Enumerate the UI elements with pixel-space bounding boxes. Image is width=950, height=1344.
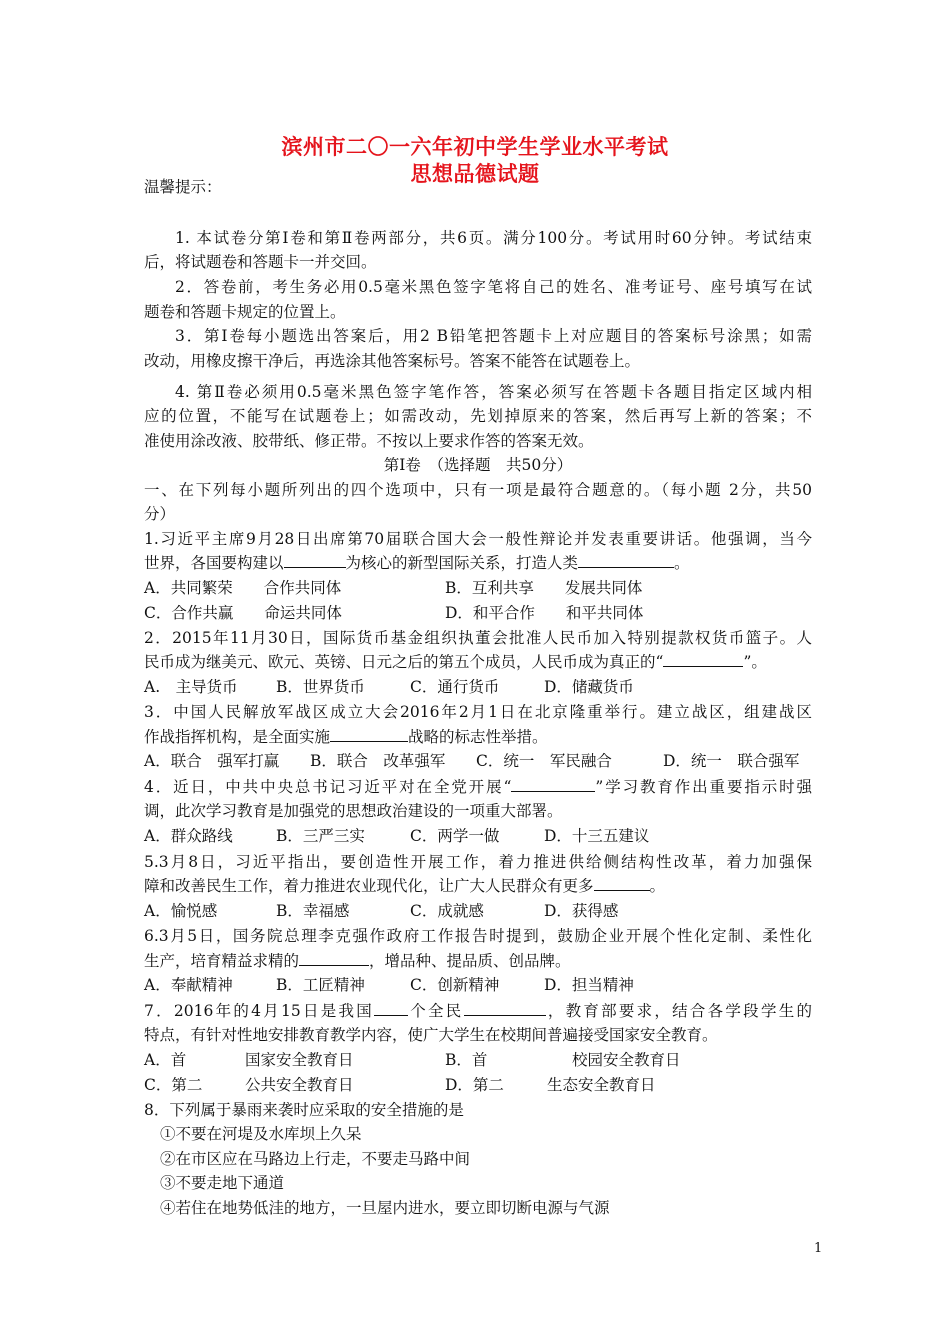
section-instruction: 一、在下列每小题所列出的四个选项中，只有一项是最符合题意的。（每小题 2分，共50 bbox=[144, 481, 812, 499]
notice-item-1-cont: 后，将试题卷和答题卡一并交回。 bbox=[144, 253, 377, 271]
question-5-option-c: C．成就感 bbox=[410, 902, 484, 920]
question-5-option-d: D．获得感 bbox=[544, 902, 619, 920]
question-2-stem: 2．2015年11月30日，国际货币基金组织执董会批准人民币加入特别提款权货币篮子。人 bbox=[144, 629, 812, 647]
question-5-option-a: A．愉悦感 bbox=[144, 902, 218, 920]
notice-item-3-cont: 改动，用橡皮擦干净后，再选涂其他答案标号。答案不能答在试题卷上。 bbox=[144, 352, 641, 370]
question-3-stem: 3．中国人民解放军战区成立大会2016年2月1日在北京隆重举行。建立战区，组建战区 bbox=[144, 703, 812, 721]
section-header: 第Ⅰ卷 （选择题 共50分） bbox=[383, 456, 573, 474]
question-1-option-b: B．互利共享 发展共同体 bbox=[445, 579, 643, 597]
question-5-option-b: B．幸福感 bbox=[276, 902, 350, 920]
question-6-option-c: C．创新精神 bbox=[410, 976, 500, 994]
question-2-option-d: D．储藏货币 bbox=[544, 678, 634, 696]
answer-blank bbox=[464, 1000, 546, 1016]
answer-blank bbox=[284, 552, 346, 568]
question-4-stem-cont: 调，此次学习教育是加强党的思想政治建设的一项重大部署。 bbox=[144, 802, 563, 820]
question-2-option-b: B．世界货币 bbox=[276, 678, 365, 696]
notice-item-4-cont: 应的位置，不能写在试题卷上；如需改动，先划掉原来的答案，然后再写上新的答案；不 bbox=[144, 407, 812, 425]
notice-item-2: 2．答卷前，考生务必用0.5毫米黑色签字笔将自己的姓名、准考证号、座号填写在试 bbox=[175, 278, 812, 296]
question-6-option-a: A．奉献精神 bbox=[144, 976, 233, 994]
question-7-option-c-letter: C．第二 bbox=[144, 1076, 203, 1094]
question-8-item-2: ②在市区应在马路边上行走，不要走马路中间 bbox=[160, 1150, 471, 1168]
question-7-option-c-text: 公共安全教育日 bbox=[245, 1076, 354, 1094]
question-4-option-b: B．三严三实 bbox=[276, 827, 365, 845]
question-1-stem: 1.习近平主席9月28日出席第70届联合国大会一般性辩论并发表重要讲话。他强调，当今 bbox=[144, 530, 812, 548]
answer-blank bbox=[374, 1000, 408, 1016]
answer-blank bbox=[511, 776, 595, 792]
question-8-item-3: ③不要走地下通道 bbox=[160, 1174, 285, 1192]
question-3-option-d: D．统一 联合强军 bbox=[663, 752, 800, 770]
question-1-option-a: A．共同繁荣 合作共同体 bbox=[144, 579, 342, 597]
notice-item-4: 4. 第Ⅱ卷必须用0.5毫米黑色签字笔作答，答案必须写在答题卡各题目指定区域内相 bbox=[175, 383, 812, 401]
question-2-stem-cont: 民币成为继美元、欧元、英镑、日元之后的第五个成员，人民币成为真正的“ ”。 bbox=[144, 653, 767, 671]
question-3-option-a: A．联合 强军打赢 bbox=[144, 752, 280, 770]
question-7-option-b-letter: B．首 bbox=[445, 1051, 488, 1069]
answer-blank bbox=[330, 726, 408, 742]
question-8-stem: 8．下列属于暴雨来袭时应采取的安全措施的是 bbox=[144, 1101, 464, 1119]
notice-item-1: 1. 本试卷分第Ⅰ卷和第Ⅱ卷两部分，共6页。满分100分。考试用时60分钟。考试结束 bbox=[175, 229, 812, 247]
question-5-stem: 5.3月8日，习近平指出，要创造性开展工作，着力推进供给侧结构性改革，着力加强保 bbox=[144, 853, 812, 871]
answer-blank bbox=[594, 875, 650, 891]
question-8-item-4: ④若住在地势低洼的地方，一旦屋内进水，要立即切断电源与气源 bbox=[160, 1199, 610, 1217]
question-4-option-d: D．十三五建议 bbox=[544, 827, 650, 845]
question-3-stem-cont: 作战指挥机构，是全面实施 战略的标志性举措。 bbox=[144, 728, 548, 746]
exam-subtitle: 思想品德试题 bbox=[410, 162, 540, 186]
question-7-stem: 7．2016年的4月15日是我国 个全民 ，教育部要求，结合各学段学生的 bbox=[144, 1002, 812, 1020]
question-1-stem-cont: 世界，各国要构建以 为核心的新型国际关系，打造人类 。 bbox=[144, 554, 690, 572]
question-6-option-b: B．工匠精神 bbox=[276, 976, 365, 994]
question-2-option-c: C．通行货币 bbox=[410, 678, 500, 696]
notice-item-3: 3．第Ⅰ卷每小题选出答案后，用2 B铅笔把答题卡上对应题目的答案标号涂黑；如需 bbox=[175, 327, 812, 345]
question-6-stem-cont: 生产，培育精益求精的 ，增品种、提品质、创品牌。 bbox=[144, 952, 571, 970]
question-1-option-c: C．合作共赢 命运共同体 bbox=[144, 604, 342, 622]
question-6-option-d: D．担当精神 bbox=[544, 976, 634, 994]
question-7-option-a-text: 国家安全教育日 bbox=[245, 1051, 354, 1069]
question-4-stem: 4．近日，中共中央总书记习近平对在全党开展“ ”学习教育作出重要指示时强 bbox=[144, 778, 812, 796]
answer-blank bbox=[578, 552, 674, 568]
page-number: 1 bbox=[814, 1241, 823, 1256]
answer-blank bbox=[299, 950, 369, 966]
question-5-stem-cont: 障和改善民生工作，着力推进农业现代化，让广大人民群众有更多 。 bbox=[144, 877, 666, 895]
question-7-option-d-text: 生态安全教育日 bbox=[547, 1076, 656, 1094]
question-8-item-1: ①不要在河堤及水库坝上久呆 bbox=[160, 1125, 362, 1143]
question-3-option-b: B．联合 改革强军 bbox=[310, 752, 446, 770]
question-4-option-a: A．群众路线 bbox=[144, 827, 233, 845]
question-7-option-b-text: 校园安全教育日 bbox=[572, 1051, 681, 1069]
notice-item-4-cont2: 准使用涂改液、胶带纸、修正带。不按以上要求作答的答案无效。 bbox=[144, 432, 594, 450]
notice-item-2-cont: 题卷和答题卡规定的位置上。 bbox=[144, 303, 346, 321]
question-2-option-a: A. 主导货币 bbox=[144, 678, 238, 696]
exam-title: 滨州市二〇一六年初中学生学业水平考试 bbox=[281, 135, 669, 159]
section-instruction-cont: 分） bbox=[144, 505, 176, 523]
question-7-option-a-letter: A．首 bbox=[144, 1051, 187, 1069]
question-7-option-d-letter: D．第二 bbox=[445, 1076, 504, 1094]
question-7-stem-cont: 特点，有针对性地安排教育教学内容，使广大学生在校期间普遍接受国家安全教育。 bbox=[144, 1026, 718, 1044]
question-1-option-d: D．和平合作 和平共同体 bbox=[445, 604, 644, 622]
question-3-option-c: C．统一 军民融合 bbox=[476, 752, 612, 770]
answer-blank bbox=[663, 651, 743, 667]
question-4-option-c: C．两学一做 bbox=[410, 827, 500, 845]
notice-heading: 温馨提示： bbox=[144, 178, 222, 196]
question-6-stem: 6.3月5日，国务院总理李克强作政府工作报告时提到，鼓励企业开展个性化定制、柔性化 bbox=[144, 927, 812, 945]
